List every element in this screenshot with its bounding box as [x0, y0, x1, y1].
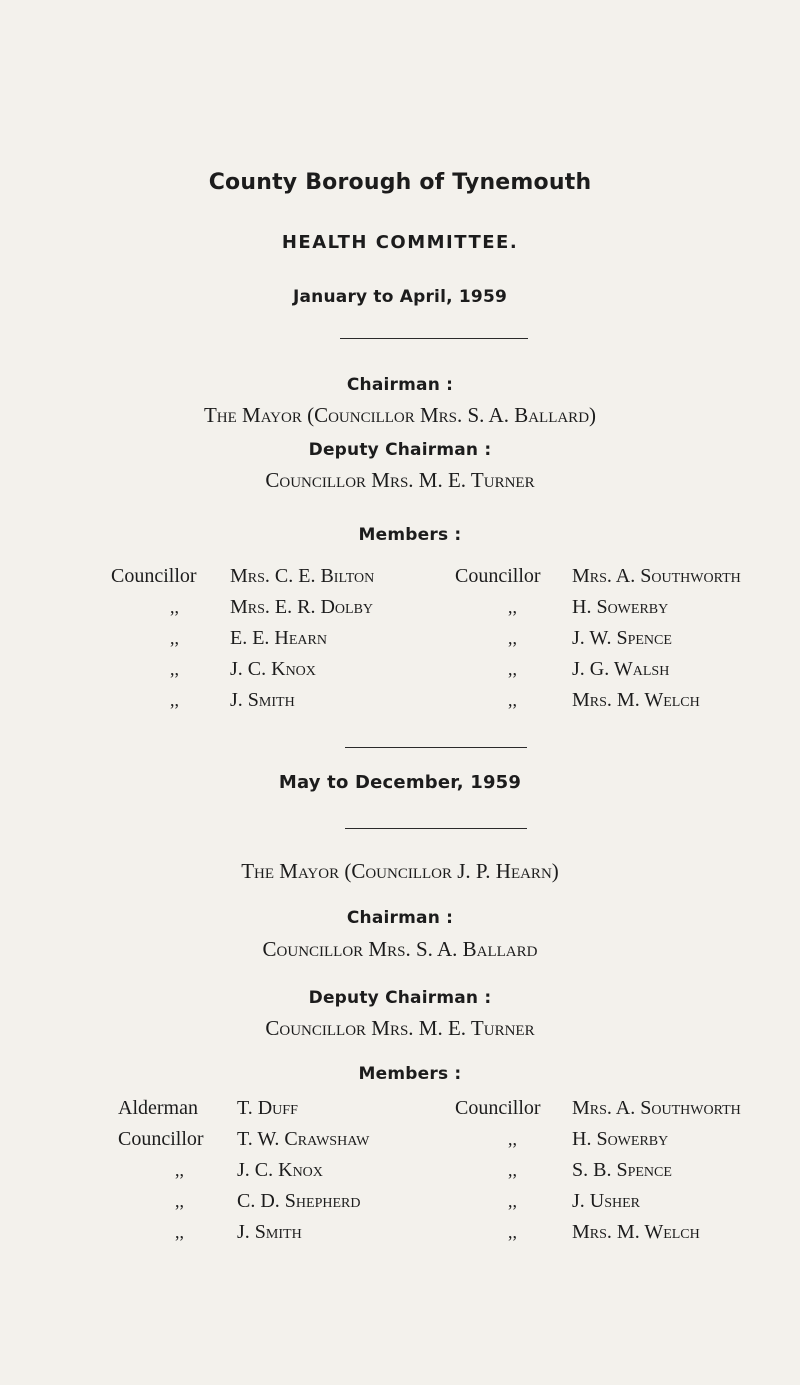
ditto-mark: ,,	[508, 659, 517, 679]
divider	[345, 747, 527, 748]
member-title: Councillor	[118, 1128, 204, 1150]
deputy-name-1: Councillor Mrs. M. E. Turner	[265, 468, 535, 492]
ditto-mark: ,,	[508, 597, 517, 617]
document-title: County Borough of Tynemouth	[208, 170, 592, 195]
ditto-mark: ,,	[508, 628, 517, 648]
ditto-mark: ,,	[175, 1191, 184, 1211]
member-title: Councillor	[111, 565, 197, 587]
deputy-name-2: Councillor Mrs. M. E. Turner	[265, 1016, 535, 1040]
ditto-mark: ,,	[175, 1222, 184, 1242]
ditto-mark: ,,	[508, 1191, 517, 1211]
member-name: J. Smith	[230, 689, 295, 711]
member-name: C. D. Shepherd	[237, 1190, 361, 1212]
chairman-heading-1: Chairman :	[346, 375, 454, 395]
chairman-name-1: The Mayor (Councillor Mrs. S. A. Ballard)	[203, 403, 597, 427]
member-name: Mrs. E. R. Dolby	[230, 596, 374, 618]
ditto-mark: ,,	[508, 690, 517, 710]
divider	[345, 828, 527, 829]
members-heading-2: Members :	[358, 1064, 462, 1084]
chairman-heading-2: Chairman :	[346, 908, 454, 928]
member-name: H. Sowerby	[572, 596, 669, 618]
member-title: Alderman	[118, 1097, 198, 1119]
member-name: J. W. Spence	[572, 627, 672, 649]
divider	[340, 338, 528, 339]
mayor-line-2: The Mayor (Councillor J. P. Hearn)	[241, 859, 559, 883]
member-name: S. B. Spence	[572, 1159, 672, 1181]
committee-heading: HEALTH COMMITTEE.	[281, 232, 519, 253]
ditto-mark: ,,	[170, 597, 179, 617]
member-name: E. E. Hearn	[230, 627, 327, 649]
members-heading-1: Members :	[358, 525, 462, 545]
member-name: J. C. Knox	[230, 658, 316, 680]
deputy-heading-2: Deputy Chairman :	[308, 988, 492, 1008]
ditto-mark: ,,	[170, 690, 179, 710]
period-heading-1: January to April, 1959	[292, 287, 508, 307]
ditto-mark: ,,	[170, 628, 179, 648]
member-name: J. Smith	[237, 1221, 302, 1243]
ditto-mark: ,,	[508, 1129, 517, 1149]
deputy-heading-1: Deputy Chairman :	[308, 440, 492, 460]
period-heading-2: May to December, 1959	[278, 772, 522, 793]
member-name: T. W. Crawshaw	[237, 1128, 370, 1150]
member-name: Mrs. M. Welch	[572, 1221, 700, 1243]
chairman-name-2: Councillor Mrs. S. A. Ballard	[262, 937, 538, 961]
ditto-mark: ,,	[508, 1222, 517, 1242]
member-name: J. G. Walsh	[572, 658, 670, 680]
ditto-mark: ,,	[508, 1160, 517, 1180]
member-name: Mrs. M. Welch	[572, 689, 700, 711]
member-name: J. Usher	[572, 1190, 641, 1212]
member-title: Councillor	[455, 565, 541, 587]
member-name: Mrs. A. Southworth	[572, 1097, 741, 1119]
member-name: H. Sowerby	[572, 1128, 669, 1150]
member-name: Mrs. C. E. Bilton	[230, 565, 375, 587]
member-name: T. Duff	[237, 1097, 298, 1119]
member-name: J. C. Knox	[237, 1159, 323, 1181]
ditto-mark: ,,	[170, 659, 179, 679]
member-title: Councillor	[455, 1097, 541, 1119]
ditto-mark: ,,	[175, 1160, 184, 1180]
member-name: Mrs. A. Southworth	[572, 565, 741, 587]
